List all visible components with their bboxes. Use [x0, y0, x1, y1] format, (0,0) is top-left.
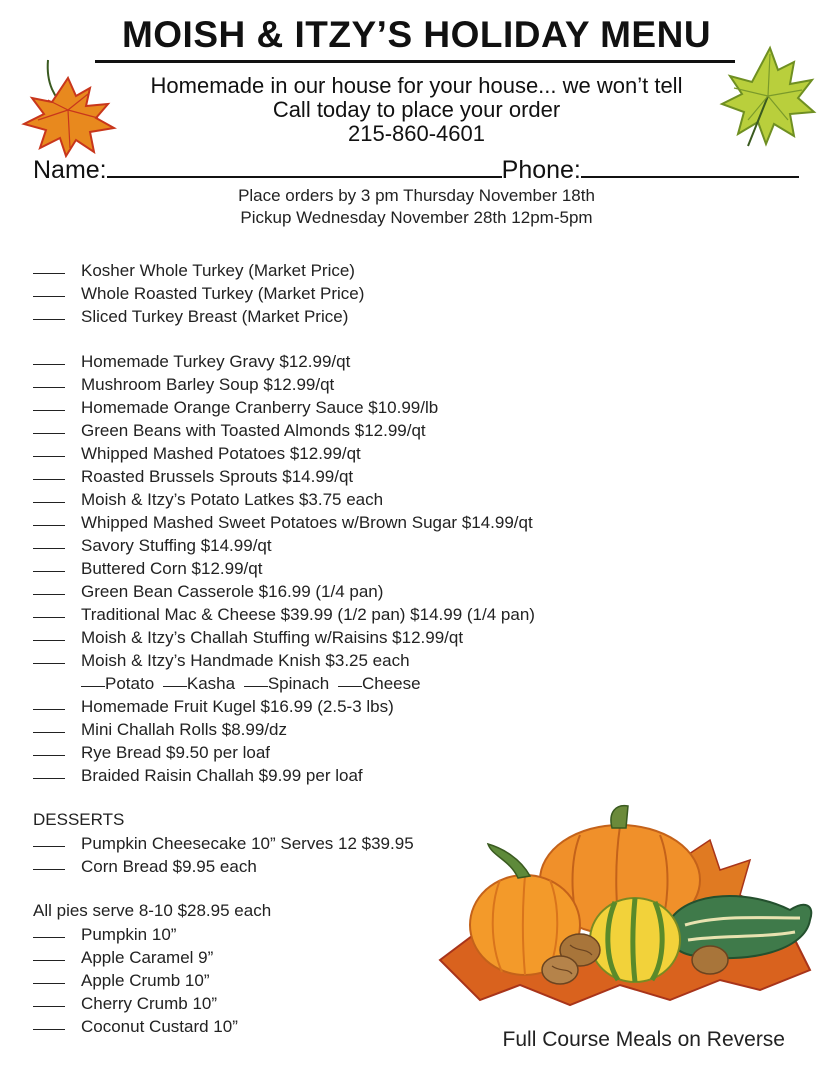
customer-info-row: [33, 154, 799, 185]
option-blank[interactable]: [163, 671, 187, 687]
list-item: Rye Bread $9.50 per loaf: [33, 740, 535, 763]
list-item: Homemade Fruit Kugel $16.99 (2.5-3 lbs): [33, 694, 535, 717]
phone-label: Phone:: [501, 156, 581, 184]
pumpkin-harvest-icon: [420, 800, 820, 1015]
list-item: Cherry Crumb 10”: [33, 991, 535, 1014]
option-blank[interactable]: [81, 671, 105, 687]
quantity-blank[interactable]: [33, 1014, 65, 1030]
list-item: Green Beans with Toasted Almonds $12.99/qt: [33, 418, 535, 441]
quantity-blank[interactable]: [33, 258, 65, 274]
list-item: Moish & Itzy’s Handmade Knish $3.25 each: [33, 648, 535, 671]
quantity-blank[interactable]: [33, 740, 65, 756]
list-item: Green Bean Casserole $16.99 (1/4 pan): [33, 579, 535, 602]
quantity-blank[interactable]: [33, 694, 65, 710]
quantity-blank[interactable]: [33, 854, 65, 870]
quantity-blank[interactable]: [33, 441, 65, 457]
knish-options: Potato Kasha Spinach Cheese: [33, 671, 535, 694]
call-to-order: Call today to place your order: [272, 97, 561, 122]
tagline: Homemade in our house for your house... we won’t tell: [150, 73, 683, 98]
quantity-blank[interactable]: [33, 625, 65, 641]
list-item: Coconut Custard 10”: [33, 1014, 535, 1037]
list-item: Pumpkin 10”: [33, 922, 535, 945]
quantity-blank[interactable]: [33, 418, 65, 434]
quantity-blank[interactable]: [33, 922, 65, 938]
list-item: Whipped Mashed Potatoes $12.99/qt: [33, 441, 535, 464]
name-field[interactable]: [107, 154, 502, 178]
quantity-blank[interactable]: [33, 349, 65, 365]
quantity-blank[interactable]: [33, 602, 65, 618]
quantity-blank[interactable]: [33, 648, 65, 664]
list-item: Braided Raisin Challah $9.99 per loaf: [33, 763, 535, 786]
list-item: Homemade Orange Cranberry Sauce $10.99/lb: [33, 395, 535, 418]
reverse-note: Full Course Meals on Reverse: [502, 1028, 785, 1051]
list-item: Kosher Whole Turkey (Market Price): [33, 258, 535, 281]
list-item: Traditional Mac & Cheese $39.99 (1/2 pan) $14.99 (1/4 pan): [33, 602, 535, 625]
quantity-blank[interactable]: [33, 556, 65, 572]
list-item: Mushroom Barley Soup $12.99/qt: [33, 372, 535, 395]
quantity-blank[interactable]: [33, 281, 65, 297]
list-item: Apple Caramel 9”: [33, 945, 535, 968]
pies-heading: All pies serve 8-10 $28.95 each: [33, 901, 272, 920]
list-item: Moish & Itzy’s Challah Stuffing w/Raisins $12.99/qt: [33, 625, 535, 648]
list-item: Whole Roasted Turkey (Market Price): [33, 281, 535, 304]
option-blank[interactable]: [338, 671, 362, 687]
quantity-blank[interactable]: [33, 991, 65, 1007]
desserts-heading: DESSERTS: [33, 810, 125, 829]
quantity-blank[interactable]: [33, 831, 65, 847]
title-underline: [95, 60, 735, 63]
quantity-blank[interactable]: [33, 533, 65, 549]
list-item: Roasted Brussels Sprouts $14.99/qt: [33, 464, 535, 487]
list-item: Savory Stuffing $14.99/qt: [33, 533, 535, 556]
list-item: Sliced Turkey Breast (Market Price): [33, 304, 535, 327]
quantity-blank[interactable]: [33, 464, 65, 480]
pickup-info: Pickup Wednesday November 28th 12pm-5pm: [240, 208, 593, 227]
list-item: Mini Challah Rolls $8.99/dz: [33, 717, 535, 740]
list-item: Whipped Mashed Sweet Potatoes w/Brown Sugar $14.99/qt: [33, 510, 535, 533]
menu-title: MOISH & ITZY’S HOLIDAY MENU: [121, 14, 712, 55]
phone-field[interactable]: [581, 154, 799, 178]
list-item: Homemade Turkey Gravy $12.99/qt: [33, 349, 535, 372]
quantity-blank[interactable]: [33, 510, 65, 526]
list-item: Corn Bread $9.95 each: [33, 854, 535, 877]
order-deadline: Place orders by 3 pm Thursday November 18th: [238, 186, 595, 205]
quantity-blank[interactable]: [33, 968, 65, 984]
list-item: Buttered Corn $12.99/qt: [33, 556, 535, 579]
quantity-blank[interactable]: [33, 579, 65, 595]
quantity-blank[interactable]: [33, 372, 65, 388]
phone-number: 215-860-4601: [347, 121, 485, 146]
quantity-blank[interactable]: [33, 717, 65, 733]
quantity-blank[interactable]: [33, 304, 65, 320]
list-item: Pumpkin Cheesecake 10” Serves 12 $39.95: [33, 831, 535, 854]
name-label: Name:: [33, 156, 107, 184]
quantity-blank[interactable]: [33, 395, 65, 411]
option-blank[interactable]: [244, 671, 268, 687]
list-item: Moish & Itzy’s Potato Latkes $3.75 each: [33, 487, 535, 510]
quantity-blank[interactable]: [33, 487, 65, 503]
quantity-blank[interactable]: [33, 763, 65, 779]
quantity-blank[interactable]: [33, 945, 65, 961]
list-item: Apple Crumb 10”: [33, 968, 535, 991]
